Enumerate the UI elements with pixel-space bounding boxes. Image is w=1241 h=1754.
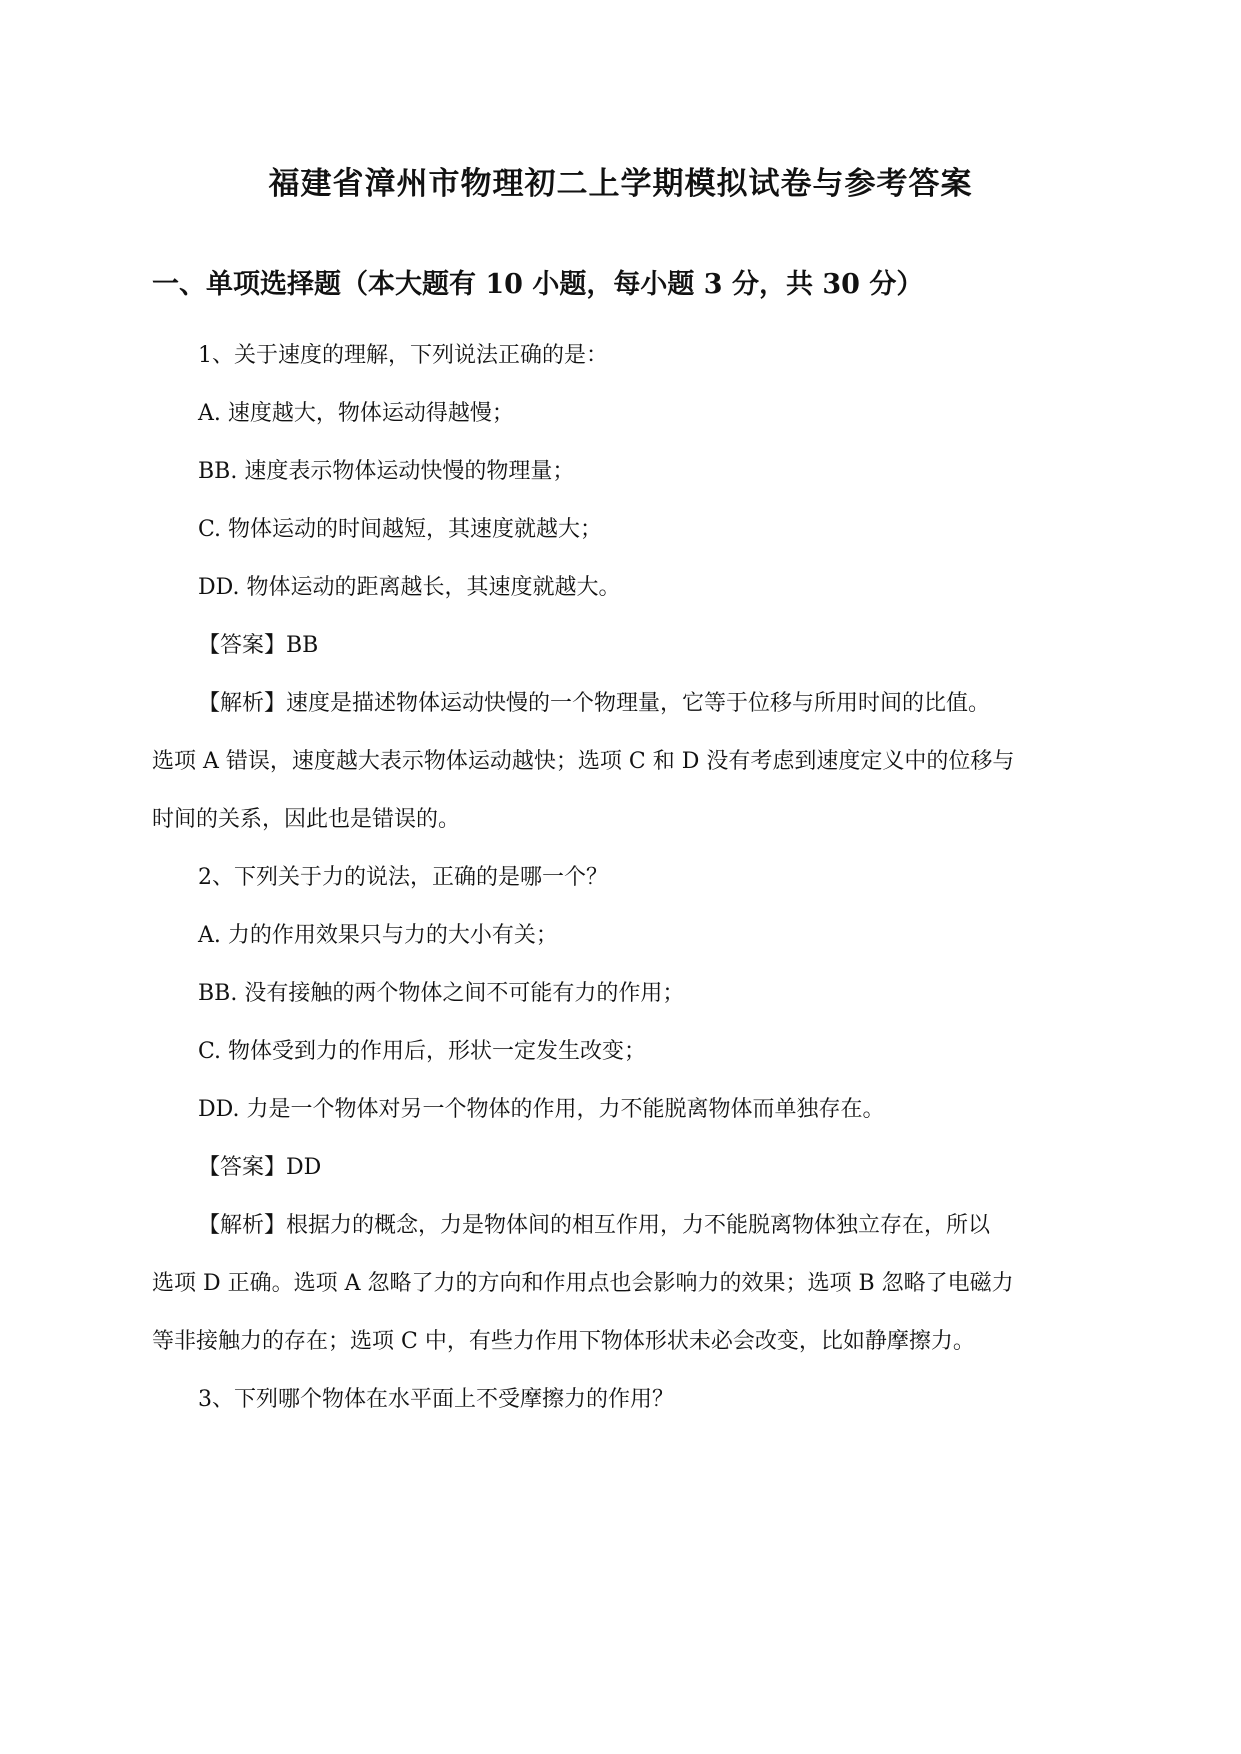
question-1-analysis-line-2: 选项 A 错误，速度越大表示物体运动越快；选项 C 和 D 没有考虑到速度定义中的位移与 bbox=[152, 749, 1015, 774]
question-2-analysis-line-3: 等非接触力的存在；选项 C 中，有些力作用下物体形状未必会改变，比如静摩擦力。 bbox=[152, 1329, 975, 1354]
question-2-option-a: A. 力的作用效果只与力的大小有关； bbox=[198, 923, 558, 948]
question-2-analysis-line-1: 【解析】根据力的概念，力是物体间的相互作用，力不能脱离物体独立存在，所以 bbox=[198, 1213, 991, 1238]
section-heading: 一、单项选择题（本大题有 10 小题，每小题 3 分，共 30 分） bbox=[152, 269, 924, 300]
question-2-answer: 【答案】DD bbox=[198, 1155, 322, 1180]
question-2-analysis-line-2: 选项 D 正确。选项 A 忽略了力的方向和作用点也会影响力的效果；选项 B 忽略了电磁力 bbox=[152, 1271, 1014, 1296]
question-1-analysis-line-3: 时间的关系，因此也是错误的。 bbox=[152, 807, 461, 832]
question-2-option-c: C. 物体受到力的作用后，形状一定发生改变； bbox=[198, 1039, 647, 1064]
document-title: 福建省漳州市物理初二上学期模拟试卷与参考答案 bbox=[268, 166, 973, 202]
question-3-stem: 3、下列哪个物体在水平面上不受摩擦力的作用？ bbox=[198, 1387, 674, 1412]
question-1-option-c: C. 物体运动的时间越短，其速度就越大； bbox=[198, 517, 603, 542]
question-1-option-b: BB. 速度表示物体运动快慢的物理量； bbox=[198, 459, 575, 484]
question-2-option-b: BB. 没有接触的两个物体之间不可能有力的作用； bbox=[198, 981, 685, 1006]
question-1-analysis-line-1: 【解析】速度是描述物体运动快慢的一个物理量，它等于位移与所用时间的比值。 bbox=[198, 691, 991, 716]
question-1-answer: 【答案】BB bbox=[198, 633, 319, 658]
question-1-stem: 1、关于速度的理解，下列说法正确的是： bbox=[198, 343, 608, 368]
question-1-option-d: DD. 物体运动的距离越长，其速度就越大。 bbox=[198, 575, 621, 600]
question-1-option-a: A. 速度越大，物体运动得越慢； bbox=[198, 401, 514, 426]
question-2-stem: 2、下列关于力的说法，正确的是哪一个？ bbox=[198, 865, 608, 890]
question-2-option-d: DD. 力是一个物体对另一个物体的作用，力不能脱离物体而单独存在。 bbox=[198, 1097, 885, 1122]
